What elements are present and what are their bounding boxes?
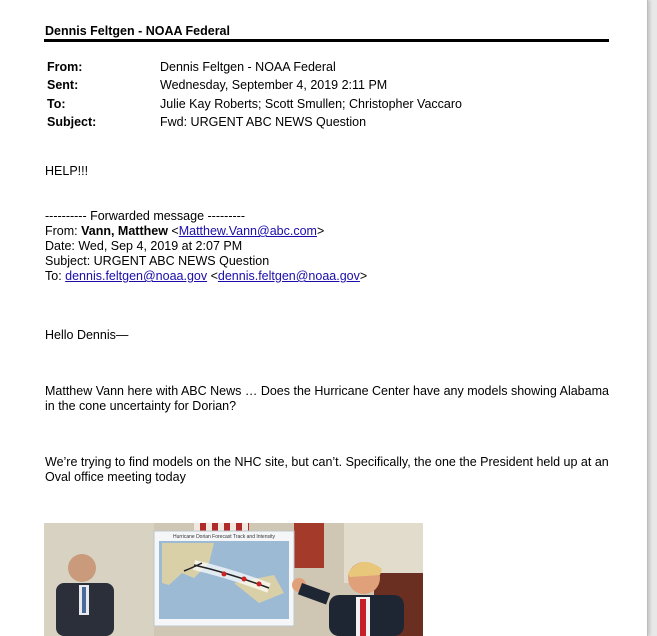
forwarded-from-email-link[interactable]: Matthew.Vann@abc.com: [178, 224, 317, 238]
forwarded-to-email-link[interactable]: dennis.feltgen@noaa.gov: [65, 269, 208, 283]
map-title: Hurricane Dorian Forecast Track and Intensity: [173, 534, 275, 540]
forwarded-to-line: To: dennis.feltgen@noaa.gov <dennis.feltgen@noaa.gov>: [45, 269, 368, 283]
header-label-from: From:: [47, 60, 83, 74]
header-label-subject: Subject:: [47, 115, 97, 129]
header-label-to: To:: [47, 97, 66, 111]
forwarded-subject-line: Subject: URGENT ABC NEWS Question: [45, 254, 270, 268]
forwarded-to-email-link-2[interactable]: dennis.feltgen@noaa.gov: [217, 269, 360, 283]
header-value-subject: Fwd: URGENT ABC NEWS Question: [160, 115, 367, 129]
forwarded-date-line: Date: Wed, Sep 4, 2019 at 2:07 PM: [45, 239, 243, 253]
paragraph-question: Matthew Vann here with ABC News … Does the Hurricane Center have any models showing Alabama in the cone uncertainty for Dorian?: [45, 384, 609, 413]
header-value-to: Julie Kay Roberts; Scott Smullen; Christopher Vaccaro: [160, 97, 462, 111]
forwarded-from-name: Vann, Matthew: [81, 224, 168, 238]
forwarded-from-line: From: Vann, Matthew <Matthew.Vann@abc.com>: [45, 224, 325, 238]
header-value-from: Dennis Feltgen - NOAA Federal: [160, 60, 336, 74]
help-text: HELP!!!: [45, 164, 89, 178]
document-header-title: Dennis Feltgen - NOAA Federal: [45, 24, 230, 38]
paragraph-models: We’re trying to find models on the NHC site, but can’t. Specifically, the one the President held up at an Oval office meeting today: [45, 455, 609, 484]
header-value-sent: Wednesday, September 4, 2019 2:11 PM: [160, 78, 388, 92]
forwarded-from-label: From:: [45, 224, 82, 238]
forwarded-divider: ---------- Forwarded message ---------: [45, 209, 245, 223]
oval-office-photo: [44, 523, 423, 636]
forwarded-to-label: To:: [45, 269, 66, 283]
header-rule: [44, 39, 609, 42]
header-label-sent: Sent:: [47, 78, 79, 92]
greeting-text: Hello Dennis—: [45, 328, 129, 342]
